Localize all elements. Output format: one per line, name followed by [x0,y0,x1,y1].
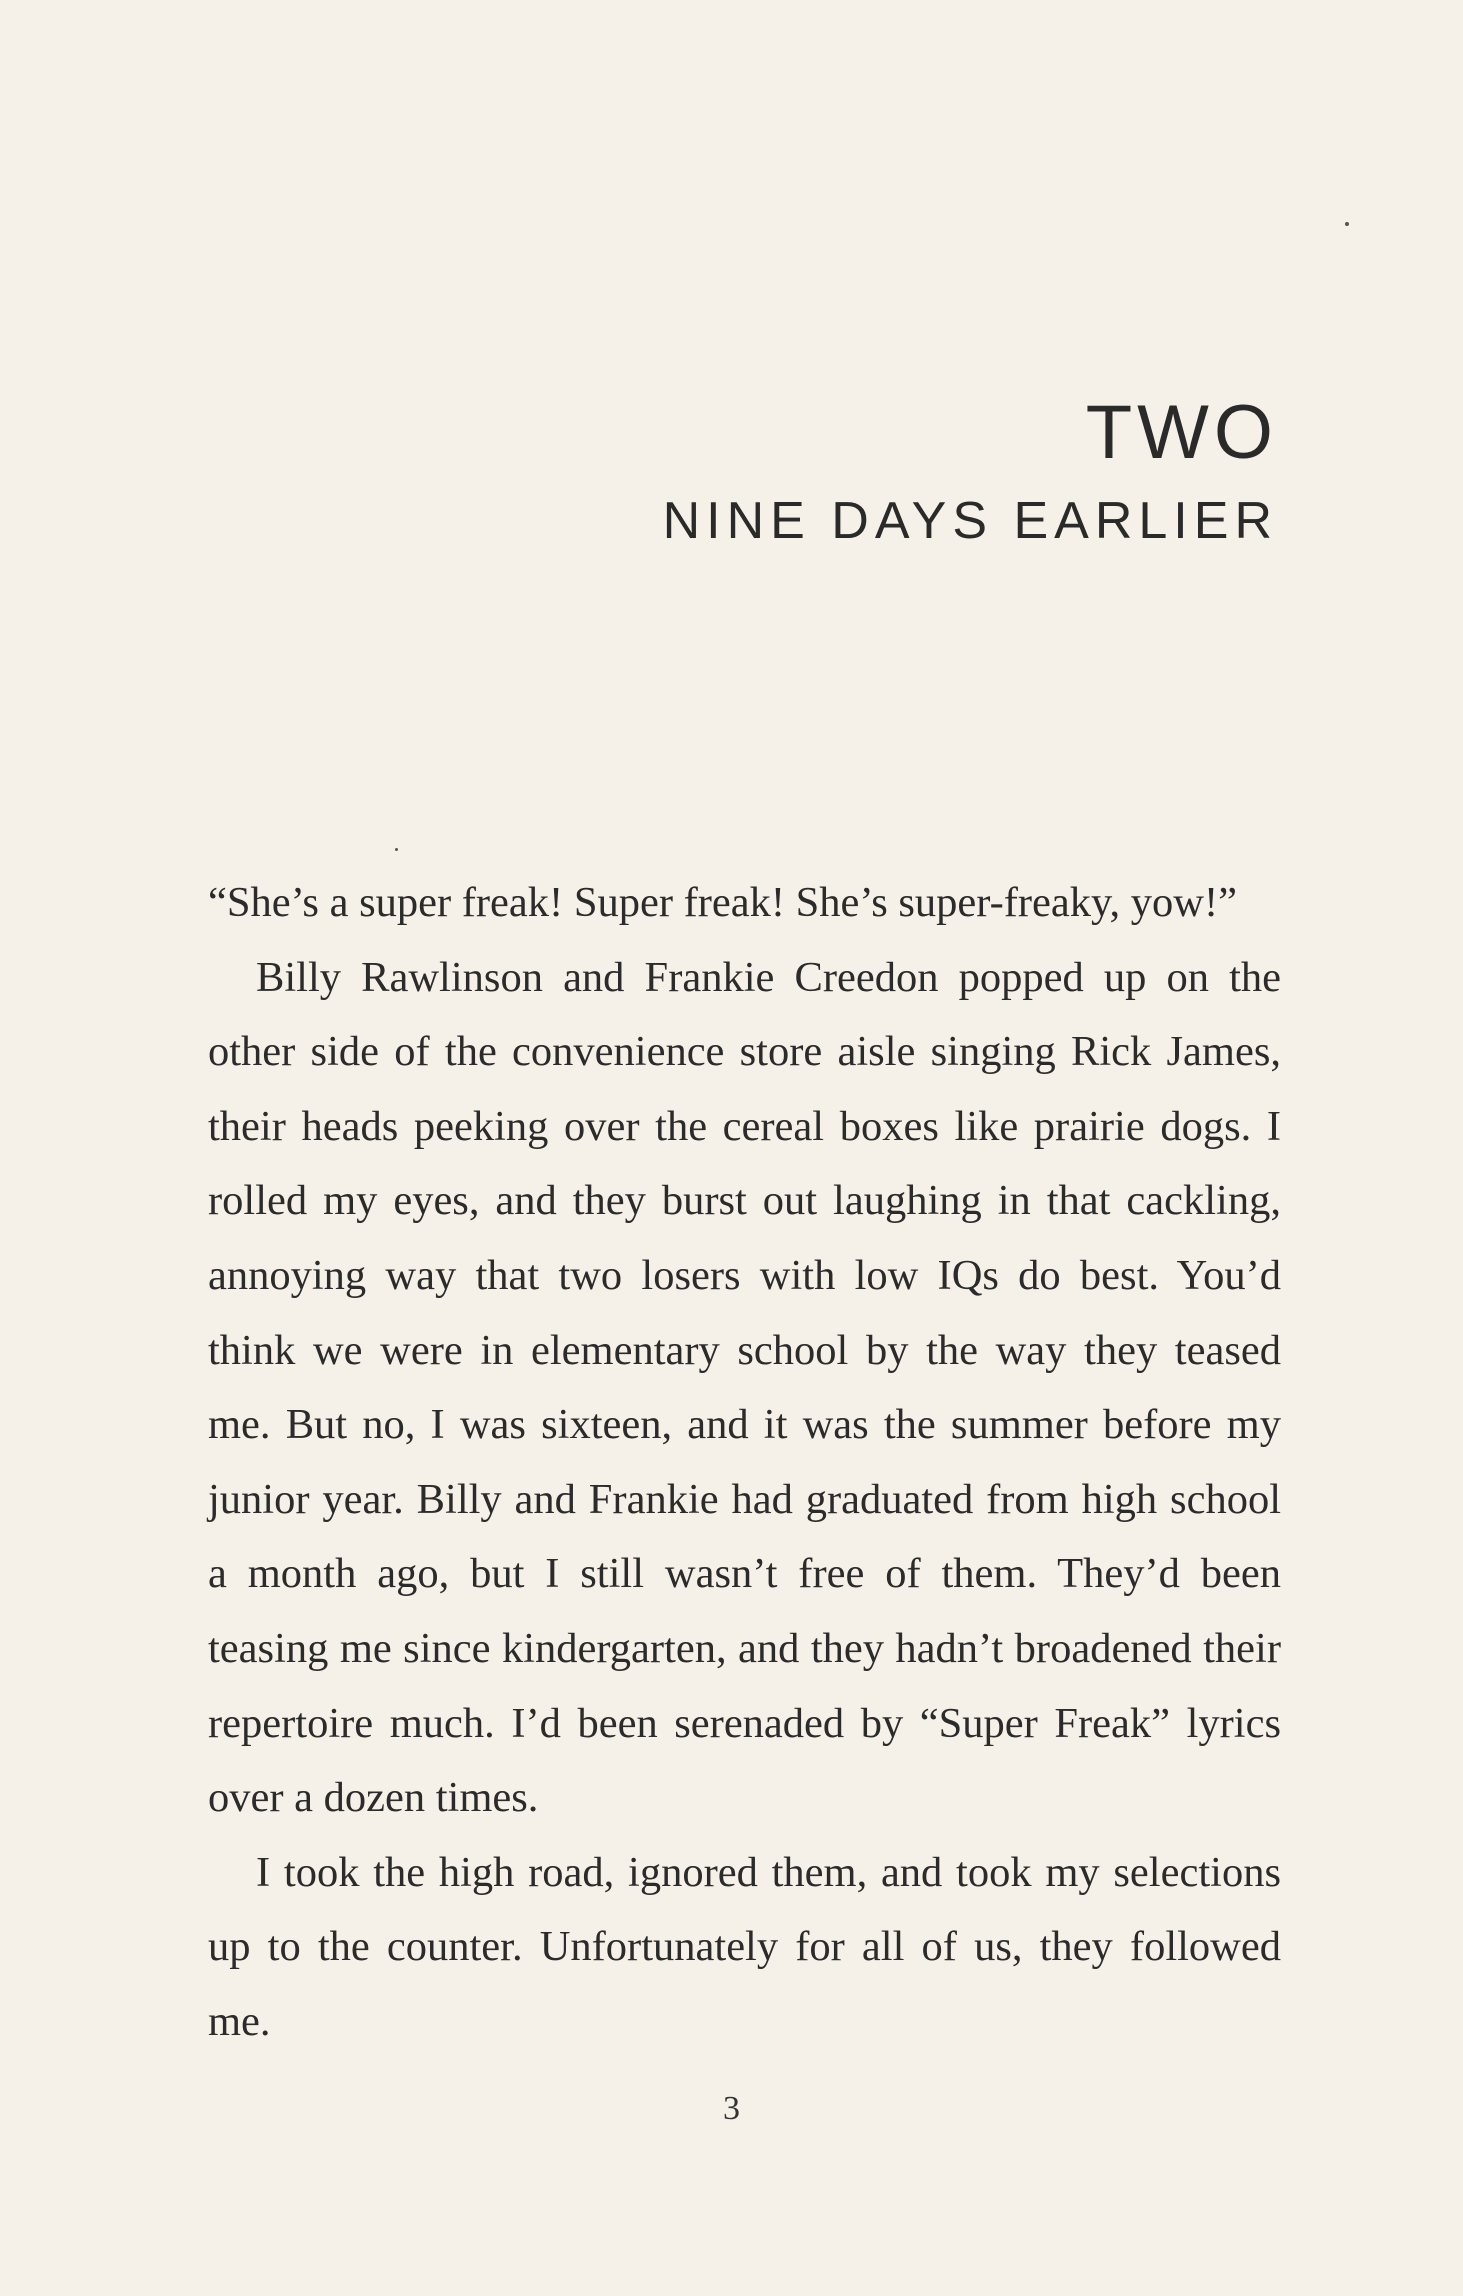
paper-speck [1345,222,1349,226]
chapter-body [208,866,1281,2060]
paragraph-2: Billy Rawlinson and Frankie Creedon popped up on the other side of the convenience store aisle singing Rick James, their heads peeking over the cereal boxes like prairie dogs. I rolled my eyes, and they burst out laughing in that cackling, annoying way that two losers with low IQs do best. You’d think we were in elementary school by the way they teased me. But no, I was sixteen, and it was the summer before my junior year. Billy and Frankie had graduated from high school a month ago, but I still wasn’t free of them. They’d been teasing me since kindergarten, and they hadn’t broadened their repertoire much. I’d been serenaded by “Super Freak” lyrics over a dozen times. [208,953,1281,1822]
paragraph-3: I took the high road, ignored them, and took my selections up to the counter. Unfortunately for all of us, they followed me. [208,1848,1281,2045]
paper-speck [395,848,398,851]
page-number: 3 [723,2090,740,2127]
chapter-subtitle: NINE DAYS EARLIER [662,492,1278,550]
paragraph-1: “She’s a super freak! Super freak! She’s super-freaky, yow!” [208,879,1237,926]
chapter-number: TWO [1085,390,1278,475]
